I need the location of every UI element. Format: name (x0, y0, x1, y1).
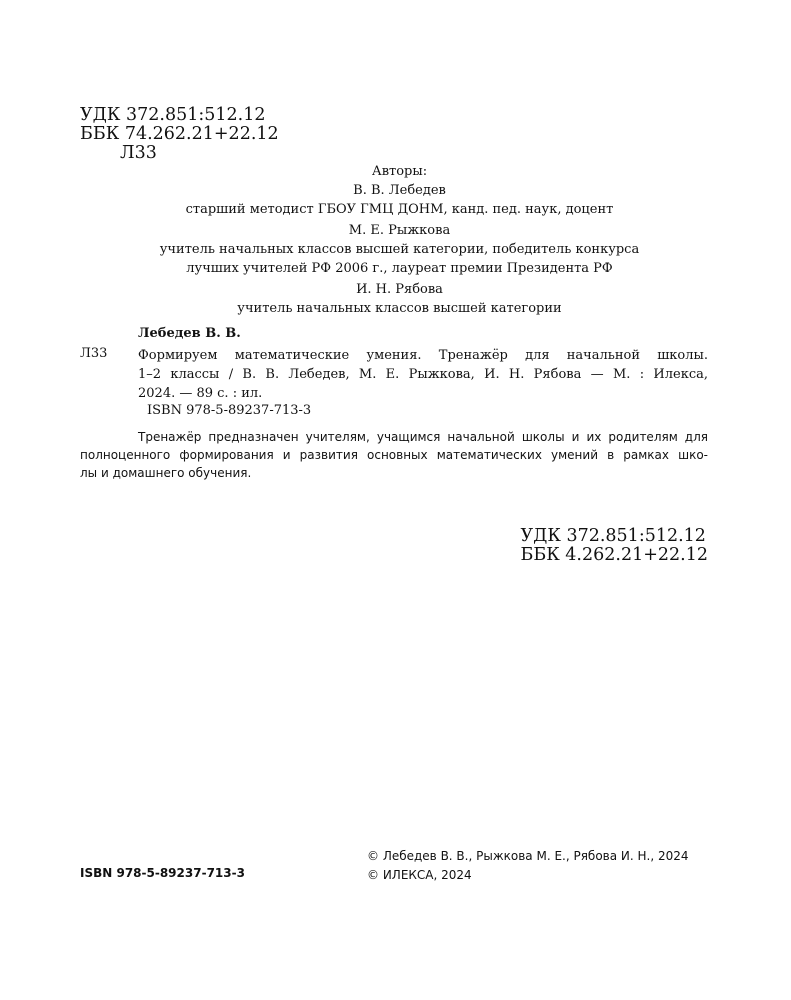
bib-author-mark: Л33 (80, 346, 108, 361)
author-credentials: учитель начальных классов высшей категории (237, 301, 562, 316)
author-name: М. Е. Рыжкова (348, 223, 451, 238)
bib-description-line: Формируем математические умения. Тренажёр для начальной школы. (138, 348, 708, 363)
bib-description-line: 1–2 классы / В. В. Лебедев, М. Е. Рыжкова, И. Н. Рябова — М. : Илекса, (138, 367, 708, 382)
bbk-code: ББК 4.262.21+22.12 (520, 545, 708, 565)
copyright-block (367, 847, 689, 885)
author-credentials: лучших учителей РФ 2006 г., лауреат премии Президента РФ (186, 261, 613, 276)
authors-block (0, 162, 791, 318)
author-name: И. Н. Рябова (356, 282, 443, 297)
bbk-code: ББК 74.262.21+22.12 (80, 124, 279, 144)
author-credentials: старший методист ГБОУ ГМЦ ДОНМ, канд. пед. наук, доцент (185, 202, 614, 217)
author-name: В. В. Лебедев (353, 183, 446, 198)
authors-heading: Авторы: (371, 164, 428, 179)
author-mark: Л33 (120, 143, 157, 163)
udk-code: УДК 372.851:512.12 (80, 105, 266, 125)
copyright-line: © ИЛЕКСА, 2024 (367, 868, 472, 882)
author-credentials: учитель начальных классов высшей категории, победитель конкурса (159, 242, 640, 257)
bib-description-line: 2024. — 89 с. : ил. (138, 386, 263, 401)
annotation-line: полноценного формирования и развития основных математических умений в рамках шко- (80, 448, 708, 462)
bib-isbn: ISBN 978-5-89237-713-3 (147, 403, 312, 418)
bib-description (138, 346, 708, 403)
classification-top (80, 106, 279, 163)
main-author: Лебедев В. В. (138, 326, 241, 341)
classification-bottom (520, 527, 708, 565)
annotation-line: Тренажёр предназначен учителям, учащимся начальной школы и их родителям для (138, 430, 708, 444)
annotation (80, 428, 708, 482)
footer-isbn: ISBN 978-5-89237-713-3 (80, 866, 245, 880)
udk-code: УДК 372.851:512.12 (520, 526, 706, 546)
copyright-line: © Лебедев В. В., Рыжкова М. Е., Рябова И. Н., 2024 (367, 849, 689, 863)
annotation-line: лы и домашнего обучения. (80, 466, 252, 480)
